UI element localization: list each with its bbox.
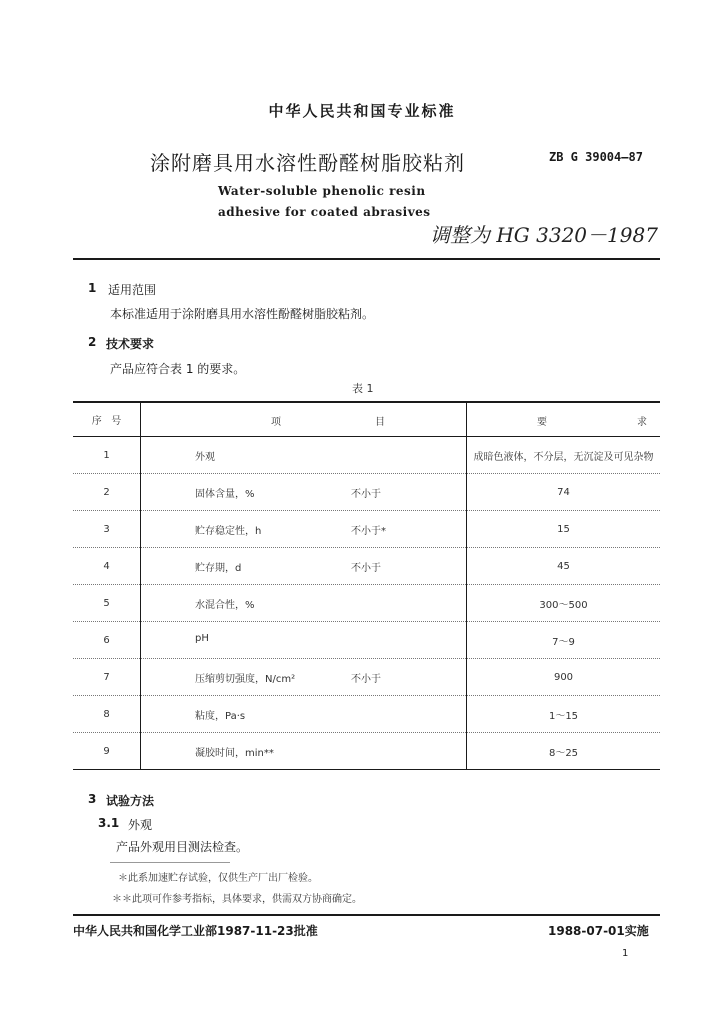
row-item: 水混合性，% [195,600,255,611]
header-item-b: 目 [375,417,385,428]
row-item-cell [141,733,467,770]
row-no: 8 [73,696,141,733]
row-req: 成暗色液体，不分层，无沉淀及可见杂物 [467,437,661,474]
section-3-1-text: 产品外观用目测法检查。 [116,840,249,854]
section-3-1-title: 外观 [128,818,153,832]
row-item-cell [141,548,467,585]
handwritten-note: 调整为 HG 3320－1987 [430,223,658,247]
table-row [73,696,660,733]
row-no: 1 [73,437,141,474]
table-row [73,659,660,696]
row-no: 3 [73,511,141,548]
header-item [141,402,467,437]
header-no [73,402,141,437]
footnote-1: ＊此系加速贮存试验，仅供生产厂出厂检验。 [118,873,318,884]
row-item: 凝胶时间，min** [195,748,274,759]
section-2-text: 产品应符合表 1 的要求。 [110,362,246,376]
header-req-b: 求 [637,417,647,428]
table-row [73,437,660,474]
issuer-line: 中华人民共和国专业标准 [268,102,456,120]
header-no-a: 序 [91,416,102,427]
header-req-a: 要 [537,417,547,428]
row-req: 8～25 [467,733,661,770]
row-req: 300～500 [467,585,661,622]
standard-title-en-line1: Water-soluble phenolic resin [218,184,426,198]
standard-title-cn: 涂附磨具用水溶性酚醛树脂胶粘剂 [150,151,465,175]
header-req [467,402,661,437]
row-req: 900 [467,659,661,696]
row-item-cell [141,474,467,511]
row-item-cell [141,511,467,548]
section-3-number: 3 [88,792,97,806]
row-no: 6 [73,622,141,659]
standard-title-en-line2: adhesive for coated abrasives [218,205,431,219]
row-item: 粘度，Pa·s [195,711,246,722]
section-2-number: 2 [88,335,97,349]
section-2-title: 技术要求 [106,337,155,351]
section-1-number: 1 [88,281,97,295]
table-caption: 表 1 [352,382,374,395]
row-req: 74 [467,474,661,511]
row-item-cell [141,696,467,733]
row-cond: 不小于 [351,563,381,574]
row-no: 7 [73,659,141,696]
table-row [73,622,660,659]
row-req: 1～15 [467,696,661,733]
row-item: 固体含量，% [195,489,255,500]
row-no: 2 [73,474,141,511]
footnote-rule [110,862,230,863]
row-item-cell [141,437,467,474]
row-cond: 不小于 [351,489,381,500]
row-cond: 不小于* [351,526,386,537]
row-cond: 不小于 [351,674,381,685]
row-item: 压缩剪切强度，N/cm² [195,674,296,685]
row-item: 贮存期，d [195,563,242,574]
footnote-2: ＊＊此项可作参考指标，具体要求，供需双方协商确定。 [112,894,362,905]
footer-rule [73,914,660,916]
row-req: 7～9 [467,622,661,659]
section-1-text: 本标准适用于涂附磨具用水溶性酚醛树脂胶粘剂。 [110,307,375,321]
row-item-cell [141,622,467,659]
header-item-a: 项 [271,417,281,428]
table-row [73,474,660,511]
row-item: 外观 [195,452,215,463]
table-row [73,548,660,585]
row-req: 15 [467,511,661,548]
requirements-table [73,401,660,770]
row-item-cell [141,585,467,622]
page-number: 1 [622,948,629,959]
row-item-cell [141,659,467,696]
approval-line: 中华人民共和国化学工业部1987-11-23批准 [73,924,318,938]
section-3-1-number: 3.1 [98,816,120,830]
row-item: pH [195,633,209,644]
header-rule [73,258,660,260]
standard-code: ZB G 39004—87 [549,150,643,164]
row-no: 5 [73,585,141,622]
table-row [73,733,660,770]
table-row [73,511,660,548]
table-row [73,585,660,622]
table-header-row [73,402,660,437]
row-req: 45 [467,548,661,585]
row-no: 9 [73,733,141,770]
section-1-title: 适用范围 [108,283,157,297]
section-3-title: 试验方法 [106,794,155,808]
row-item: 贮存稳定性，h [195,526,262,537]
effective-date: 1988-07-01实施 [548,924,649,938]
header-no-b: 号 [111,416,122,427]
row-no: 4 [73,548,141,585]
